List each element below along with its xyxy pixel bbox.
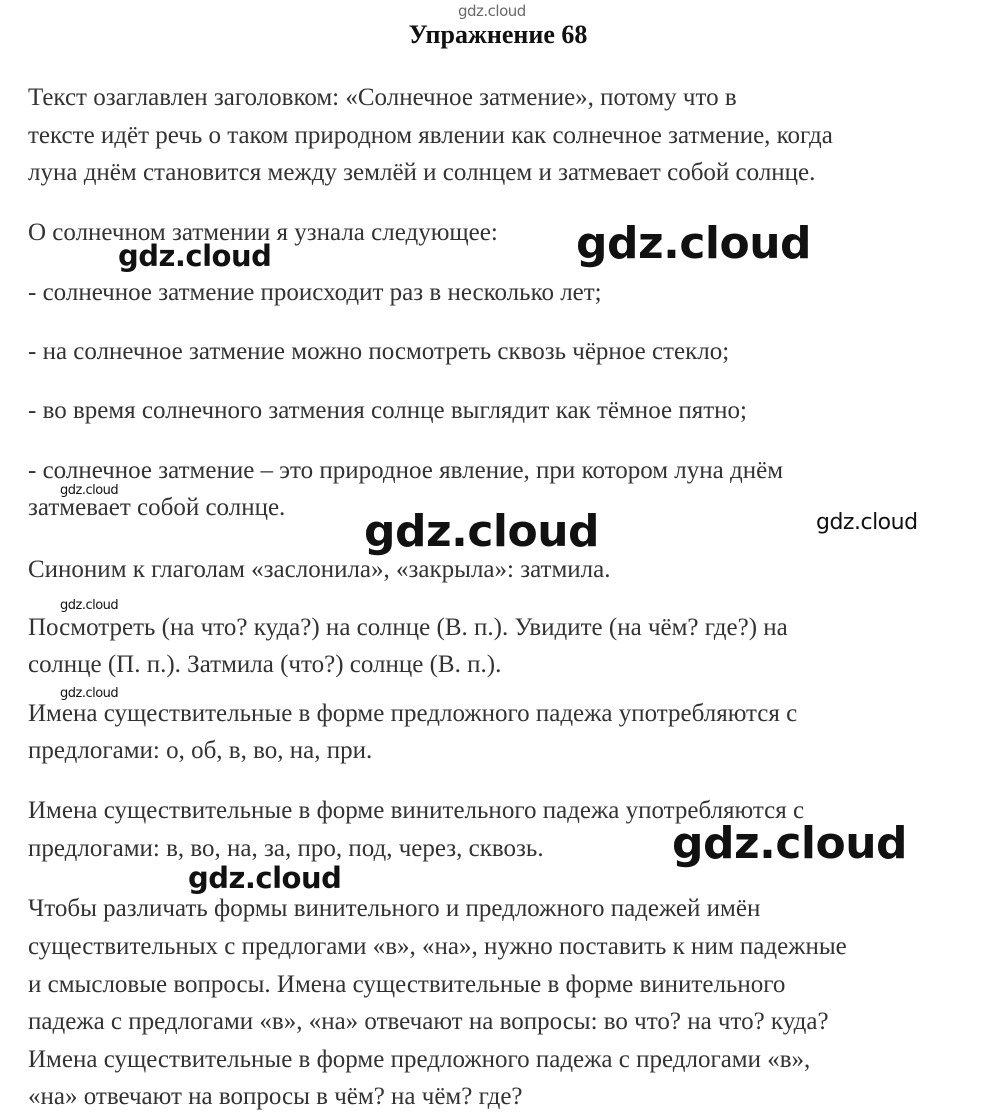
text-line: существительных с предлогами «в», «на», нужно поставить к ним падежные xyxy=(28,933,847,960)
text-line: - на солнечное затмение можно посмотреть сквозь чёрное стекло; xyxy=(28,338,730,365)
exercise-title: Упражнение 68 xyxy=(408,20,588,49)
text-line: тексте идёт речь о таком природном явлении как солнечное затмение, когда xyxy=(28,122,833,149)
text-line: луна днём становится между землёй и солнцем и затмевает собой солнце. xyxy=(28,159,816,186)
text-line: «на» отвечают на вопросы в чём? на чём? где? xyxy=(28,1083,523,1110)
text-line: О солнечном затмении я узнала следующее: xyxy=(28,219,498,246)
text-line: - во время солнечного затмения солнце выглядит как тёмное пятно; xyxy=(28,397,747,424)
text-line: - солнечное затмение – это природное явление, при котором луна днём xyxy=(28,457,784,484)
text-line: Текст озаглавлен заголовком: «Солнечное затмение», потому что в xyxy=(28,84,737,111)
text-line: солнце (П. п.). Затмила (что?) солнце (В. п.). xyxy=(28,651,502,678)
watermark: gdz.cloud xyxy=(60,598,119,613)
watermark: gdz.cloud xyxy=(576,218,812,269)
text-line: предлогами: о, об, в, во, на, при. xyxy=(28,737,373,764)
watermark: gdz.cloud xyxy=(364,506,600,557)
watermark: gdz.cloud xyxy=(188,861,342,895)
text-line: Чтобы различать формы винительного и предложного падежей имён xyxy=(28,895,761,922)
text-line: падежа с предлогами «в», «на» отвечают на вопросы: во что? на что? куда? xyxy=(28,1008,829,1035)
text-line: Синоним к глаголам «заслонила», «закрыла»: затмила. xyxy=(28,556,611,583)
text-line: Имена существительные в форме винительного падежа употребляются с xyxy=(28,797,805,824)
text-line: - солнечное затмение происходит раз в несколько лет; xyxy=(28,279,602,306)
text-line: Имена существительные в форме предложного падежа с предлогами «в», xyxy=(28,1046,811,1073)
text-line: затмевает собой солнце. xyxy=(28,494,286,521)
watermark: gdz.cloud xyxy=(672,818,908,869)
watermark: gdz.cloud xyxy=(60,483,119,498)
text-line: Имена существительные в форме предложного падежа употребляются с xyxy=(28,700,798,727)
text-line: предлогами: в, во, на, за, про, под, через, сквозь. xyxy=(28,835,544,862)
text-line: Посмотреть (на что? куда?) на солнце (В. п.). Увидите (на чём? где?) на xyxy=(28,614,788,641)
watermark: gdz.cloud xyxy=(60,686,119,701)
watermark: gdz.cloud xyxy=(816,510,918,535)
watermark: gdz.cloud xyxy=(118,239,272,273)
watermark-top: gdz.cloud xyxy=(458,2,526,20)
text-line: и смысловые вопросы. Имена существительные в форме винительного xyxy=(28,971,786,998)
